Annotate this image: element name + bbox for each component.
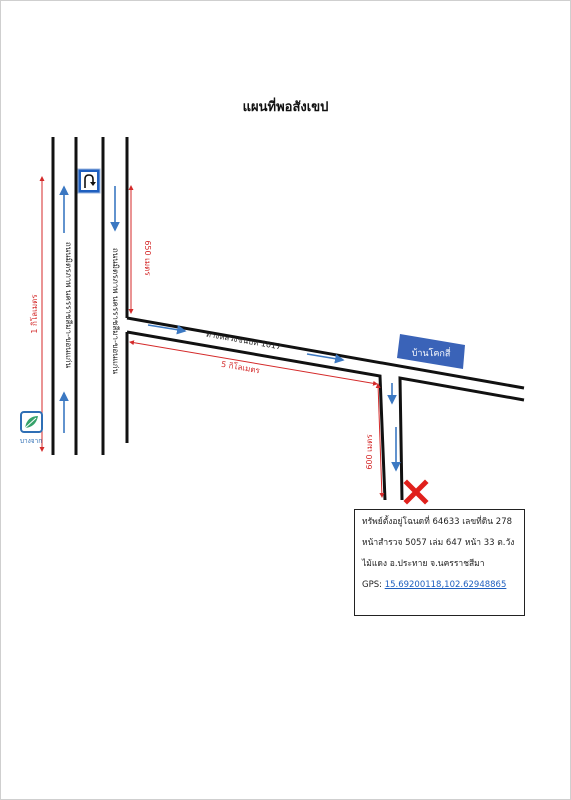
distance-line-rural xyxy=(130,342,377,384)
map-title: แผนที่พอสังเขป xyxy=(242,100,329,115)
village-sign xyxy=(397,334,465,369)
destination-x-icon xyxy=(407,483,425,501)
property-info-line-3: ไม้แดง อ.ประทาย จ.นครราชสีมา xyxy=(362,559,485,569)
bangchak-logo-icon xyxy=(21,412,42,432)
property-info-line-2: หน้าสำรวจ 5057 เล่ม 647 หน้า 33 ต.วัง xyxy=(362,538,515,548)
rural-road-right-edge xyxy=(400,378,524,500)
distance-label-side: 600 เมตร xyxy=(365,434,374,470)
gps-link[interactable]: 15.69200118,102.62948865 xyxy=(384,580,507,590)
village-sign-label: บ้านโคกสี่ xyxy=(411,348,451,360)
gps-row xyxy=(362,581,524,593)
distance-label-right: 650 เมตร xyxy=(143,240,152,276)
road-label-rural: ทางหลวงชนบท 1017 xyxy=(205,329,282,352)
property-info-box xyxy=(354,509,525,616)
gps-label: GPS: xyxy=(362,580,385,590)
distance-label-left: 1 กิโลเมตร xyxy=(30,294,39,334)
distance-label-rural: 5 กิโลเมตร xyxy=(220,359,261,376)
property-info-line-1: ทรัพย์ตั้งอยู่โฉนดที่ 64633 เลขที่ดิน 278 xyxy=(362,517,513,527)
road-label-highway-left: ถนนมิตรภาพ นครราชสีมา-ขอนแก่น xyxy=(64,241,73,369)
rural-road-upper-edge xyxy=(127,318,524,388)
page-border xyxy=(1,1,571,800)
road-label-highway-right: ถนนมิตรภาพ นครราชสีมา-ขอนแก่น xyxy=(111,247,120,375)
bank-name: บางจาก xyxy=(19,437,43,445)
u-turn-icon xyxy=(78,169,100,193)
